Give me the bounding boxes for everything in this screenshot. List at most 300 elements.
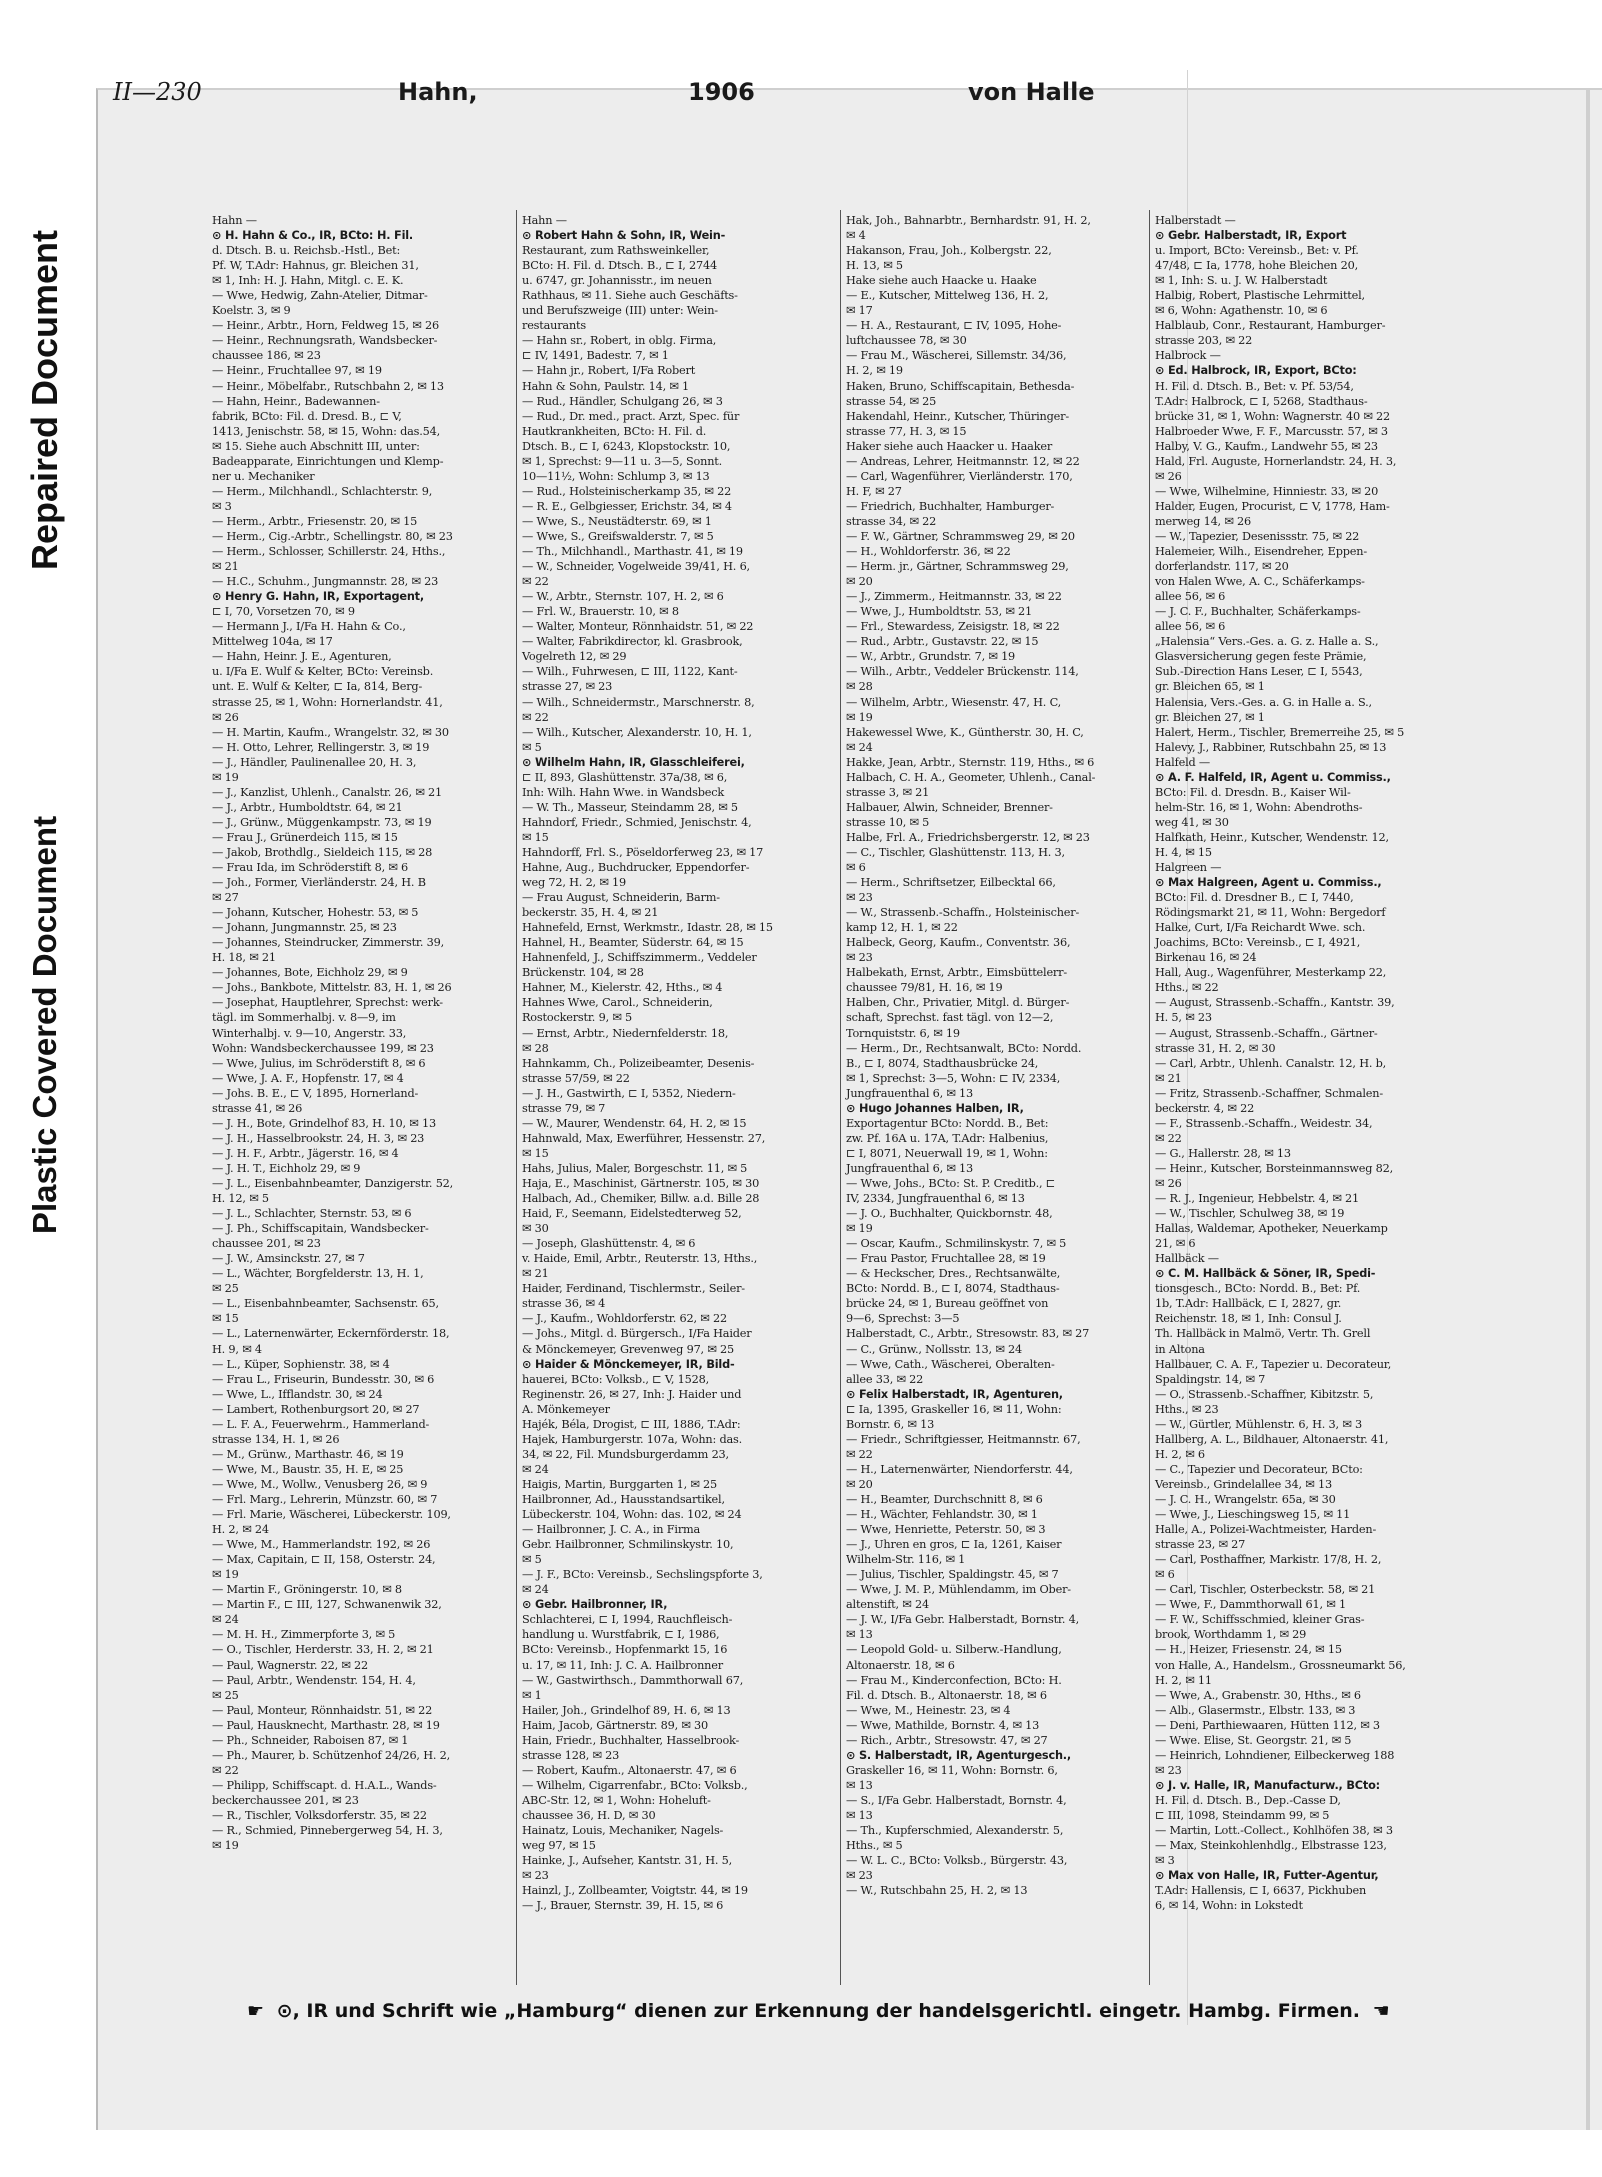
directory-entry: ✉ 13 — [846, 1808, 873, 1822]
directory-entry: ✉ 30 — [522, 1222, 549, 1236]
directory-entry: — F., Strassenb.-Schaffn., Weidestr. 34, — [1155, 1116, 1373, 1130]
directory-entry: — Ernst, Arbtr., Niedernfelderstr. 18, — [522, 1026, 729, 1040]
directory-entry: — Fritz, Strassenb.-Schaffner, Schmalen- — [1155, 1086, 1383, 1100]
directory-entry: — Heinr., Kutscher, Borsteinmannsweg 82, — [1155, 1161, 1394, 1175]
directory-entry: Hainatz, Louis, Mechaniker, Nagels- — [522, 1824, 724, 1838]
directory-entry: H. 2, ✉ 19 — [846, 364, 903, 378]
directory-entry: Dtsch. B., ⊏ I, 6243, Klopstockstr. 10, — [522, 439, 731, 453]
directory-entry: ✉ 24 — [522, 1583, 549, 1597]
directory-entry: ✉ 23 — [846, 951, 873, 965]
directory-entry: in Altona — [1155, 1342, 1205, 1356]
directory-entry: ⊙ Max Halgreen, Agent u. Commiss., — [1155, 876, 1382, 890]
directory-entry: H. 2, ✉ 6 — [1155, 1447, 1205, 1461]
directory-entry: — J. C. F., Buchhalter, Schäferkamps- — [1155, 605, 1361, 619]
directory-entry: ✉ 21 — [1155, 1071, 1182, 1085]
page-footer — [241, 2000, 1390, 2028]
directory-entry: Halbrock — — [1155, 349, 1221, 363]
directory-entry: H. 13, ✉ 5 — [846, 259, 903, 273]
directory-entry: ⊙ Gebr. Hailbronner, IR, — [522, 1598, 668, 1612]
directory-entry: — H.C., Schuhm., Jungmannstr. 28, ✉ 23 — [212, 575, 439, 589]
directory-entry: — Friedr., Schriftgiesser, Heitmannstr. 67, — [846, 1432, 1081, 1446]
directory-entry: Halbach, C. H. A., Geometer, Uhlenh., Canal- — [846, 770, 1096, 784]
directory-entry: Halgreen — — [1155, 861, 1222, 875]
directory-entry: ✉ 21 — [522, 1267, 549, 1281]
directory-entry: Hall, Aug., Wagenführer, Mesterkamp 22, — [1155, 966, 1387, 980]
directory-entry: Hahn & Sohn, Paulstr. 14, ✉ 1 — [522, 379, 690, 393]
directory-entry: ✉ 19 — [846, 710, 873, 724]
directory-entry: strasse 77, H. 3, ✉ 15 — [846, 424, 967, 438]
directory-entry: — W., Gastwirthsch., Dammthorwall 67, — [522, 1673, 744, 1687]
directory-entry: — C., Grünw., Nollsstr. 13, ✉ 24 — [846, 1342, 1022, 1356]
directory-entry: Brückenstr. 104, ✉ 28 — [522, 966, 644, 980]
directory-entry: Haken, Bruno, Schiffscapitain, Bethesda- — [846, 379, 1075, 393]
directory-entry: Hahnkamm, Ch., Polizeibeamter, Desenis- — [522, 1056, 755, 1070]
directory-entry: restaurants — [522, 319, 586, 333]
directory-entry: Sub.-Direction Hans Leser, ⊏ I, 5543, — [1155, 665, 1363, 679]
directory-entry: — H., Heizer, Friesenstr. 24, ✉ 15 — [1155, 1643, 1342, 1657]
directory-entry: — E., Kutscher, Mittelweg 136, H. 2, — [846, 289, 1049, 303]
directory-entry: — J., Händler, Paulinenallee 20, H. 3, — [212, 755, 417, 769]
directory-entry: — J. C. H., Wrangelstr. 65a, ✉ 30 — [1155, 1492, 1336, 1506]
directory-entry: ⊙ Hugo Johannes Halben, IR, — [846, 1101, 1024, 1115]
directory-entry: Pf. W, T.Adr: Hahnus, gr. Bleichen 31, — [212, 259, 419, 273]
directory-entry: H. F, ✉ 27 — [846, 484, 902, 498]
directory-entry: Hald, Frl. Auguste, Hornerlandstr. 24, H. 3, — [1155, 454, 1397, 468]
directory-entry: — Joh., Former, Vierländerstr. 24, H. B — [212, 876, 426, 890]
directory-entry: — Herm., Milchhandl., Schlachterstr. 9, — [212, 484, 433, 498]
directory-entry: — Walter, Fabrikdirector, kl. Grasbrook, — [522, 635, 743, 649]
directory-entry: handlung u. Wurstfabrik, ⊏ I, 1986, — [522, 1628, 720, 1642]
directory-entry: strasse 54, ✉ 25 — [846, 394, 937, 408]
directory-column-4 — [1155, 213, 1406, 1983]
directory-entry: ✉ 22 — [522, 575, 549, 589]
directory-entry: H. 2, ✉ 24 — [212, 1523, 269, 1537]
directory-entry: — J., Grünw., Müggenkampstr. 73, ✉ 19 — [212, 815, 432, 829]
directory-column-3 — [846, 213, 1096, 1983]
directory-entry: — W., Rutschbahn 25, H. 2, ✉ 13 — [846, 1884, 1028, 1898]
directory-entry: Hahndorff, Frl. S., Pöseldorferweg 23, ✉ 17 — [522, 845, 764, 859]
directory-entry: — H., Wächter, Fehlandstr. 30, ✉ 1 — [846, 1508, 1038, 1522]
directory-entry: Wilhelm-Str. 116, ✉ 1 — [846, 1553, 966, 1567]
directory-entry: ✉ 17 — [846, 304, 873, 318]
directory-entry: strasse 41, ✉ 26 — [212, 1101, 303, 1115]
directory-entry: — C., Tischler, Glashüttenstr. 113, H. 3, — [846, 845, 1065, 859]
directory-entry: — Rich., Arbtr., Stresowstr. 47, ✉ 27 — [846, 1733, 1048, 1747]
directory-entry: — C., Tapezier und Decorateur, BCto: — [1155, 1462, 1363, 1476]
directory-entry: — Paul, Arbtr., Wendenstr. 154, H. 4, — [212, 1673, 416, 1687]
directory-entry: u. Import, BCto: Vereinsb., Bet: v. Pf. — [1155, 244, 1359, 258]
directory-entry: — M., Grünw., Marthastr. 46, ✉ 19 — [212, 1447, 404, 1461]
directory-entry: — Th., Milchhandl., Marthastr. 41, ✉ 19 — [522, 545, 743, 559]
directory-entry: merweg 14, ✉ 26 — [1155, 514, 1251, 528]
directory-entry: — Johs., Bankbote, Mittelstr. 83, H. 1, ✉ 26 — [212, 981, 452, 995]
column-divider — [840, 210, 841, 1985]
directory-entry: — Leopold Gold- u. Silberw.-Handlung, — [846, 1643, 1062, 1657]
directory-entry: — Frau M., Wäscherei, Sillemstr. 34/36, — [846, 349, 1067, 363]
directory-entry: BCto: Fil. d. Dresdner B., ⊏ I, 7440, — [1155, 891, 1354, 905]
directory-entry: Hths., ✉ 5 — [846, 1839, 903, 1853]
directory-entry: Hain, Friedr., Buchhalter, Hasselbrook- — [522, 1733, 740, 1747]
directory-entry: — W., Schneider, Vogelweide 39/41, H. 6, — [522, 560, 750, 574]
directory-entry: Glasversicherung gegen feste Prämie, — [1155, 650, 1367, 664]
directory-entry: Hahner, M., Kielerstr. 42, Hths., ✉ 4 — [522, 981, 723, 995]
directory-entry: — Johann, Jungmannstr. 25, ✉ 23 — [212, 921, 397, 935]
directory-entry: fabrik, BCto: Fil. d. Dresd. B., ⊏ V, — [212, 409, 402, 423]
directory-entry: Gebr. Hailbronner, Schmilinskystr. 10, — [522, 1538, 734, 1552]
directory-entry: — Frl. Marie, Wäscherei, Lübeckerstr. 109, — [212, 1508, 451, 1522]
footer-note: ⊙, IR und Schrift wie „Hamburg“ dienen zur Erkennung der handelsgerichtl. eingetr. Hambg. Firmen. — [276, 2000, 1360, 2022]
directory-entry: ⊙ Max von Halle, IR, Futter-Agentur, — [1155, 1869, 1379, 1883]
directory-entry: — Herm., Schriftsetzer, Eilbecktal 66, — [846, 876, 1056, 890]
directory-entry: ⊏ IV, 1491, Badestr. 7, ✉ 1 — [522, 349, 669, 363]
directory-entry: ✉ 15 — [212, 1312, 239, 1326]
directory-entry: — Philipp, Schiffscapt. d. H.A.L., Wands- — [212, 1778, 437, 1792]
directory-entry: ⊙ Felix Halberstadt, IR, Agenturen, — [846, 1387, 1063, 1401]
directory-entry: — Hahn, Heinr., Badewannen- — [212, 394, 380, 408]
directory-entry: — Heinr., Arbtr., Horn, Feldweg 15, ✉ 26 — [212, 319, 439, 333]
directory-entry: ✉ 15. Siehe auch Abschnitt III, unter: — [212, 439, 420, 453]
directory-entry: gr. Bleichen 65, ✉ 1 — [1155, 680, 1265, 694]
directory-entry: — Heinr., Fruchtallee 97, ✉ 19 — [212, 364, 382, 378]
directory-entry: Halfkath, Heinr., Kutscher, Wendenstr. 12, — [1155, 830, 1389, 844]
directory-entry: ✉ 5 — [522, 740, 542, 754]
directory-entry: ✉ 15 — [522, 1146, 549, 1160]
directory-entry: — Wwe, J., Humboldtstr. 53, ✉ 21 — [846, 605, 1032, 619]
directory-entry: ⊏ I, 70, Vorsetzen 70, ✉ 9 — [212, 605, 355, 619]
pointing-hand-right-icon: ☚ — [1372, 2000, 1390, 2022]
directory-entry: Halert, Herm., Tischler, Bremerreihe 25, ✉ 5 — [1155, 725, 1405, 739]
directory-entry: T.Adr: Hallensis, ⊏ I, 6637, Pickhuben — [1155, 1884, 1367, 1898]
directory-entry: — F. W., Gärtner, Schrammsweg 29, ✉ 20 — [846, 529, 1075, 543]
side-banner — [0, 0, 90, 2177]
directory-entry: — Hahn sr., Robert, in oblg. Firma, — [522, 334, 717, 348]
directory-entry: — F. W., Schiffsschmied, kleiner Gras- — [1155, 1613, 1365, 1627]
directory-entry: Halbig, Robert, Plastische Lehrmittel, — [1155, 289, 1365, 303]
directory-entry: Halbeck, Georg, Kaufm., Conventstr. 36, — [846, 936, 1071, 950]
directory-entry: Hajék, Béla, Drogist, ⊏ III, 1886, T.Adr: — [522, 1417, 741, 1431]
directory-entry: — Friedrich, Buchhalter, Hamburger- — [846, 499, 1055, 513]
directory-entry: — Carl, Arbtr., Uhlenh. Canalstr. 12, H. b, — [1155, 1056, 1387, 1070]
directory-entry: Wohn: Wandsbeckerchaussee 199, ✉ 23 — [212, 1041, 434, 1055]
directory-entry: hauerei, BCto: Volksb., ⊏ V, 1528, — [522, 1372, 709, 1386]
directory-entry: von Halle, A., Handelsm., Grossneumarkt 56, — [1155, 1658, 1406, 1672]
directory-entry: Halberstadt — — [1155, 214, 1236, 227]
directory-entry: — J. L., Eisenbahnbeamter, Danzigerstr. 52, — [212, 1177, 454, 1190]
column-divider — [1149, 210, 1150, 1985]
directory-entry: strasse 3, ✉ 21 — [846, 785, 930, 799]
directory-entry: ⊙ Ed. Halbrock, IR, Export, BCto: — [1155, 364, 1357, 378]
directory-entry: — Wwe. Elise, St. Georgstr. 21, ✉ 5 — [1155, 1733, 1352, 1747]
column-divider — [516, 210, 517, 1985]
directory-entry: BCto: H. Fil. d. Dtsch. B., ⊏ I, 2744 — [522, 259, 717, 273]
directory-entry: Hallbäck — — [1155, 1252, 1219, 1266]
directory-entry: — Johs., Mitgl. d. Bürgersch., I/Fa Haider — [522, 1327, 752, 1341]
directory-entry: ✉ 22 — [1155, 1131, 1182, 1145]
directory-entry: Halfeld — — [1155, 755, 1210, 769]
directory-entry: Haid, F., Seemann, Eidelstedterweg 52, — [522, 1207, 742, 1221]
directory-entry: — Heinrich, Lohndiener, Eilbeckerweg 188 — [1155, 1748, 1395, 1762]
directory-entry: — Rud., Händler, Schulgang 26, ✉ 3 — [522, 394, 723, 408]
directory-entry: — O., Tischler, Herderstr. 33, H. 2, ✉ 21 — [212, 1643, 434, 1657]
directory-entry: — W., Tapezier, Desenissstr. 75, ✉ 22 — [1155, 529, 1360, 543]
directory-entry: Halle, A., Polizei-Wachtmeister, Harden- — [1155, 1523, 1377, 1537]
directory-entry: Halbroeder Wwe, F. F., Marcusstr. 57, ✉ 3 — [1155, 424, 1388, 438]
directory-entry: Lübeckerstr. 104, Wohn: das. 102, ✉ 24 — [522, 1508, 742, 1522]
directory-entry: — Deni, Parthiewaaren, Hütten 112, ✉ 3 — [1155, 1718, 1380, 1732]
directory-entry: — J. H. T., Eichholz 29, ✉ 9 — [212, 1161, 361, 1175]
directory-entry: Vogelreth 12, ✉ 29 — [522, 650, 627, 664]
directory-entry: Hahn — — [522, 214, 567, 227]
directory-entry: Fil. d. Dtsch. B., Altonaerstr. 18, ✉ 6 — [846, 1688, 1047, 1702]
directory-entry: chaussee 201, ✉ 23 — [212, 1237, 321, 1251]
directory-entry: ⊙ Henry G. Hahn, IR, Exportagent, — [212, 590, 424, 604]
directory-entry: — Martin, Lott.-Collect., Kohlhöfen 38, ✉ 3 — [1155, 1824, 1393, 1838]
directory-entry: Hahnes Wwe, Carol., Schneiderin, — [522, 996, 713, 1010]
directory-entry: — Frau M., Kinderconfection, BCto: H. — [846, 1673, 1062, 1687]
directory-entry: — W., Arbtr., Sternstr. 107, H. 2, ✉ 6 — [522, 590, 724, 604]
directory-entry: BCto: Fil. d. Dresdn. B., Kaiser Wil- — [1155, 785, 1351, 799]
directory-entry: Halby, V. G., Kaufm., Landwehr 55, ✉ 23 — [1155, 439, 1378, 453]
directory-entry: Hakanson, Frau, Joh., Kolbergstr. 22, — [846, 244, 1052, 258]
directory-entry: — J. L., Schlachter, Sternstr. 53, ✉ 6 — [212, 1207, 412, 1221]
directory-entry: — J. H. F., Arbtr., Jägerstr. 16, ✉ 4 — [212, 1146, 399, 1160]
directory-entry: — Frl. W., Brauerstr. 10, ✉ 8 — [522, 605, 679, 619]
directory-entry: — H., Wohldorferstr. 36, ✉ 22 — [846, 545, 1011, 559]
directory-entry: — Paul, Monteur, Rönnhaidstr. 51, ✉ 22 — [212, 1703, 433, 1717]
directory-entry: — J., Uhren en gros, ⊏ Ia, 1261, Kaiser — [846, 1538, 1062, 1552]
directory-entry: Badeapparate, Einrichtungen und Klemp- — [212, 454, 444, 468]
directory-entry: — S., I/Fa Gebr. Halberstadt, Bornstr. 4, — [846, 1793, 1067, 1807]
directory-entry: — Alb., Glasermstr., Elbstr. 133, ✉ 3 — [1155, 1703, 1356, 1717]
directory-entry: Hakendahl, Heinr., Kutscher, Thüringer- — [846, 409, 1069, 423]
directory-entry: — H., Beamter, Durchschnitt 8, ✉ 6 — [846, 1492, 1043, 1506]
directory-entry: Hakke, Jean, Arbtr., Sternstr. 119, Hths., ✉ 6 — [846, 755, 1095, 769]
directory-entry: allee 56, ✉ 6 — [1155, 590, 1226, 604]
directory-entry: — Walter, Monteur, Rönnhaidstr. 51, ✉ 22 — [522, 620, 754, 634]
directory-entry: Hailer, Joh., Grindelhof 89, H. 6, ✉ 13 — [522, 1703, 731, 1717]
directory-entry: ✉ 28 — [522, 1041, 549, 1055]
directory-entry: — Frl., Stewardess, Zeisigstr. 18, ✉ 22 — [846, 620, 1060, 634]
directory-entry: allee 56, ✉ 6 — [1155, 620, 1226, 634]
directory-entry: — Wwe, M., Heinestr. 23, ✉ 4 — [846, 1703, 1011, 1717]
directory-entry: ✉ 22 — [522, 710, 549, 724]
directory-entry: BCto: Vereinsb., Hopfenmarkt 15, 16 — [522, 1643, 728, 1657]
header-last-name: von Halle — [968, 78, 1095, 106]
directory-entry: 21, ✉ 6 — [1155, 1237, 1196, 1251]
directory-entry: — W., Arbtr., Grundstr. 7, ✉ 19 — [846, 650, 1016, 664]
directory-entry: Rathhaus, ✉ 11. Siehe auch Geschäfts- — [522, 289, 738, 303]
directory-entry: — Wwe, S., Greifswalderstr. 7, ✉ 5 — [522, 529, 714, 543]
directory-entry: Reichenstr. 18, ✉ 1, Inh: Consul J. — [1155, 1312, 1342, 1326]
directory-entry: d. Dtsch. B. u. Reichsb.-Hstl., Bet: — [212, 244, 401, 258]
directory-entry: ner u. Mechaniker — [212, 469, 315, 483]
directory-entry: Halblaub, Conr., Restaurant, Hamburger- — [1155, 319, 1386, 333]
directory-entry: beckerstr. 4, ✉ 22 — [1155, 1101, 1255, 1115]
directory-entry: Hahndorf, Friedr., Schmied, Jenischstr. 4, — [522, 815, 752, 829]
directory-entry: ⊙ Wilhelm Hahn, IR, Glasschleiferei, — [522, 755, 745, 769]
directory-entry: chaussee 79/81, H. 16, ✉ 19 — [846, 981, 1003, 995]
book-binding-edge — [1586, 90, 1590, 2130]
directory-entry: Rödingsmarkt 21, ✉ 11, Wohn: Bergedorf — [1155, 906, 1386, 920]
directory-entry: chaussee 36, H. D, ✉ 30 — [522, 1808, 656, 1822]
directory-entry: — H. A., Restaurant, ⊏ IV, 1095, Hohe- — [846, 319, 1062, 333]
directory-entry: Hajek, Hamburgerstr. 107a, Wohn: das. — [522, 1432, 743, 1446]
directory-entry: — Wwe, M., Hammerlandstr. 192, ✉ 26 — [212, 1538, 431, 1552]
directory-entry: — Rud., Holsteinischerkamp 35, ✉ 22 — [522, 484, 732, 498]
directory-entry: H. 2, ✉ 11 — [1155, 1673, 1212, 1687]
directory-entry: ✉ 1 — [522, 1688, 542, 1702]
directory-entry: Exportagentur BCto: Nordd. B., Bet: — [846, 1116, 1049, 1130]
directory-entry: — J., Kanzlist, Uhlenh., Canalstr. 26, ✉ 21 — [212, 785, 442, 799]
directory-entry: Halbach, Ad., Chemiker, Billw. a.d. Bille 28 — [522, 1192, 760, 1206]
directory-entry: — L., Eisenbahnbeamter, Sachsenstr. 65, — [212, 1297, 439, 1311]
directory-entry: weg 72, H. 2, ✉ 19 — [522, 876, 626, 890]
directory-entry: schaft, Sprechst. fast tägl. von 12—2, — [846, 1011, 1054, 1025]
directory-entry: — J. H., Hasselbrookstr. 24, H. 3, ✉ 23 — [212, 1131, 425, 1145]
directory-entry: 9—6, Sprechst: 3—5 — [846, 1312, 960, 1326]
directory-entry: — H. Martin, Kaufm., Wrangelstr. 32, ✉ 30 — [212, 725, 449, 739]
directory-entry: ✉ 20 — [846, 575, 873, 589]
directory-entry: ⊙ Haider & Mönckemeyer, IR, Bild- — [522, 1357, 735, 1371]
directory-entry: ✉ 23 — [846, 891, 873, 905]
directory-entry: ⊙ A. F. Halfeld, IR, Agent u. Commiss., — [1155, 770, 1391, 784]
directory-entry: — Josephat, Hauptlehrer, Sprechst: werk- — [212, 996, 443, 1010]
directory-entry: ⊙ S. Halberstadt, IR, Agenturgesch., — [846, 1748, 1071, 1762]
directory-entry: — Wwe, Wilhelmine, Hinniestr. 33, ✉ 20 — [1155, 484, 1379, 498]
directory-entry: strasse 23, ✉ 27 — [1155, 1538, 1246, 1552]
directory-entry: — Herm., Arbtr., Friesenstr. 20, ✉ 15 — [212, 514, 418, 528]
directory-entry: — Wwe, Johs., BCto: St. P. Creditb., ⊏ — [846, 1177, 1056, 1190]
directory-entry: — Paul, Wagnerstr. 22, ✉ 22 — [212, 1658, 369, 1672]
directory-entry: ⊙ J. v. Halle, IR, Manufacturw., BCto: — [1155, 1778, 1380, 1792]
directory-entry: altenstift, ✉ 24 — [846, 1598, 929, 1612]
directory-entry: strasse 57/59, ✉ 22 — [522, 1071, 630, 1085]
directory-entry: — J. W., I/Fa Gebr. Halberstadt, Bornstr. 4, — [846, 1613, 1080, 1627]
directory-entry: — J. Ph., Schiffscapitain, Wandsbecker- — [212, 1222, 429, 1236]
directory-entry: ✉ 1, Inh: H. J. Hahn, Mitgl. c. E. K. — [212, 274, 404, 288]
directory-entry: strasse 203, ✉ 22 — [1155, 334, 1253, 348]
directory-entry: ✉ 25 — [212, 1282, 239, 1296]
directory-entry: ✉ 6 — [1155, 1568, 1175, 1582]
directory-entry: — L. F. A., Feuerwehrm., Hammerland- — [212, 1417, 430, 1431]
directory-entry: 34, ✉ 22, Fil. Mundsburgerdamm 23, — [522, 1447, 729, 1461]
directory-entry: tägl. im Sommerhalbj. v. 8—9, im — [212, 1011, 396, 1025]
directory-entry: Halensia, Vers.-Ges. a. G. in Halle a. S., — [1155, 695, 1372, 709]
directory-entry: strasse 27, ✉ 23 — [522, 680, 613, 694]
plastic-covered-label: Plastic Covered Document — [26, 815, 63, 1235]
directory-entry: — J., Zimmerm., Heitmannstr. 33, ✉ 22 — [846, 590, 1062, 604]
directory-entry: — Wwe, Hedwig, Zahn-Atelier, Ditmar- — [212, 289, 428, 303]
directory-entry: ✉ 13 — [846, 1778, 873, 1792]
directory-entry: H. 9, ✉ 4 — [212, 1342, 262, 1356]
directory-entry: ✉ 26 — [212, 710, 239, 724]
directory-entry: Hallbauer, C. A. F., Tapezier u. Decorateur, — [1155, 1357, 1392, 1371]
directory-entry: ✉ 1, Sprechst: 3—5, Wohn: ⊏ IV, 2334, — [846, 1071, 1061, 1085]
directory-entry: — Jakob, Brothdlg., Sieldeich 115, ✉ 28 — [212, 845, 433, 859]
directory-entry: ✉ 3 — [1155, 1854, 1175, 1868]
directory-entry: ✉ 19 — [212, 770, 239, 784]
directory-entry: H. 4, ✉ 15 — [1155, 845, 1212, 859]
directory-entry: helm-Str. 16, ✉ 1, Wohn: Abendroths- — [1155, 800, 1363, 814]
directory-entry: ✉ 26 — [1155, 1177, 1182, 1190]
directory-entry: Hainke, J., Aufseher, Kantstr. 31, H. 5, — [522, 1854, 733, 1868]
directory-entry: ✉ 25 — [212, 1688, 239, 1702]
directory-entry: Hahnefeld, Ernst, Werkmstr., Idastr. 28, ✉ 15 — [522, 921, 773, 935]
directory-entry: — Wwe, S., Neustädterstr. 69, ✉ 1 — [522, 514, 712, 528]
directory-entry: BCto: Nordd. B., ⊏ I, 8074, Stadthaus- — [846, 1282, 1060, 1296]
directory-entry: ✉ 6, Wohn: Agathenstr. 10, ✉ 6 — [1155, 304, 1328, 318]
directory-entry: Hake siehe auch Haacke u. Haake — [846, 274, 1037, 288]
directory-entry: Vereinsb., Grindelallee 34, ✉ 13 — [1155, 1477, 1332, 1491]
directory-entry: Hahnel, H., Beamter, Süderstr. 64, ✉ 15 — [522, 936, 744, 950]
directory-entry: ✉ 1, Sprechst: 9—11 u. 3—5, Sonnt. — [522, 454, 723, 468]
directory-entry: — J., Brauer, Sternstr. 39, H. 15, ✉ 6 — [522, 1899, 724, 1913]
directory-entry: ✉ 24 — [212, 1613, 239, 1627]
directory-entry: — Johs. B. E., ⊏ V, 1895, Hornerland- — [212, 1086, 419, 1100]
directory-entry: — Carl, Tischler, Osterbeckstr. 58, ✉ 21 — [1155, 1583, 1376, 1597]
page-header — [113, 72, 1125, 114]
directory-entry: strasse 128, ✉ 23 — [522, 1748, 620, 1762]
directory-entry: — J. W., Amsinckstr. 27, ✉ 7 — [212, 1252, 365, 1266]
directory-entry: ✉ 13 — [846, 1628, 873, 1642]
directory-entry: — Herm., Cig.-Arbtr., Schellingstr. 80, ✉ 23 — [212, 529, 453, 543]
directory-entry: „Halensia“ Vers.-Ges. a. G. z. Halle a. S., — [1155, 635, 1379, 649]
directory-entry: — Wwe, J., Lieschingsweg 15, ✉ 11 — [1155, 1508, 1351, 1522]
directory-entry: ✉ 26 — [1155, 469, 1182, 483]
directory-entry: Hallas, Waldemar, Apotheker, Neuerkamp — [1155, 1222, 1388, 1236]
directory-entry: Schlachterei, ⊏ I, 1994, Rauchfleisch- — [522, 1613, 733, 1627]
directory-entry: — Th., Kupferschmied, Alexanderstr. 5, — [846, 1824, 1064, 1838]
directory-entry: 1b, T.Adr: Hallbäck, ⊏ I, 2827, gr. — [1155, 1297, 1342, 1311]
directory-entry: Halke, Curt, I/Fa Reichardt Wwe. sch. — [1155, 921, 1366, 935]
directory-entry: — Wilh., Kutscher, Alexanderstr. 10, H. 1, — [522, 725, 752, 739]
directory-entry: ✉ 23 — [846, 1869, 873, 1883]
directory-entry: unt. E. Wulf & Kelter, ⊏ Ia, 814, Berg- — [212, 680, 423, 694]
directory-entry: — W. L. C., BCto: Volksb., Bürgerstr. 43, — [846, 1854, 1068, 1868]
directory-entry: u. I/Fa E. Wulf & Kelter, BCto: Vereinsb. — [212, 665, 434, 679]
directory-entry: — Frau J., Grünerdeich 115, ✉ 15 — [212, 830, 398, 844]
directory-entry: Koelstr. 3, ✉ 9 — [212, 304, 291, 318]
directory-entry: H. 18, ✉ 21 — [212, 951, 276, 965]
directory-entry: gr. Bleichen 27, ✉ 1 — [1155, 710, 1265, 724]
directory-entry: Haim, Jacob, Gärtnerstr. 89, ✉ 30 — [522, 1718, 709, 1732]
directory-entry: — Max, Capitain, ⊏ II, 158, Osterstr. 24, — [212, 1553, 436, 1567]
directory-entry: weg 97, ✉ 15 — [522, 1839, 596, 1853]
directory-entry: — Frau Pastor, Fruchtallee 28, ✉ 19 — [846, 1252, 1046, 1266]
directory-entry: H. 12, ✉ 5 — [212, 1192, 269, 1206]
directory-entry: — M. H. H., Zimmerpforte 3, ✉ 5 — [212, 1628, 396, 1642]
directory-entry: B., ⊏ I, 8074, Stadthausbrücke 24, — [846, 1056, 1039, 1070]
directory-entry: — J. H., Gastwirth, ⊏ I, 5352, Niedern- — [522, 1086, 736, 1100]
directory-entry: — Frl. Marg., Lehrerin, Münzstr. 60, ✉ 7 — [212, 1492, 438, 1506]
directory-entry: kamp 12, H. 1, ✉ 22 — [846, 921, 958, 935]
directory-entry: ABC-Str. 12, ✉ 1, Wohn: Hoheluft- — [522, 1793, 711, 1807]
directory-entry: beckerstr. 35, H. 4, ✉ 21 — [522, 906, 659, 920]
directory-entry: — Robert, Kaufm., Altonaerstr. 47, ✉ 6 — [522, 1763, 737, 1777]
directory-entry: ✉ 28 — [846, 680, 873, 694]
directory-entry: — R., Schmied, Pinnebergerweg 54, H. 3, — [212, 1824, 443, 1838]
directory-entry: — W., Strassenb.-Schaffn., Holsteinischer- — [846, 906, 1080, 920]
directory-entry: — W., Maurer, Wendenstr. 64, H. 2, ✉ 15 — [522, 1116, 747, 1130]
directory-entry: dorferlandstr. 117, ✉ 20 — [1155, 560, 1289, 574]
directory-entry: Halder, Eugen, Procurist, ⊏ V, 1778, Ham- — [1155, 499, 1390, 513]
directory-entry: luftchaussee 78, ✉ 30 — [846, 334, 967, 348]
directory-entry: ✉ 22 — [212, 1763, 239, 1777]
directory-entry: ✉ 19 — [846, 1222, 873, 1236]
directory-entry: — J., Kaufm., Wohldorferstr. 62, ✉ 22 — [522, 1312, 727, 1326]
directory-entry: ✉ 20 — [846, 1477, 873, 1491]
directory-entry: strasse 79, ✉ 7 — [522, 1101, 606, 1115]
